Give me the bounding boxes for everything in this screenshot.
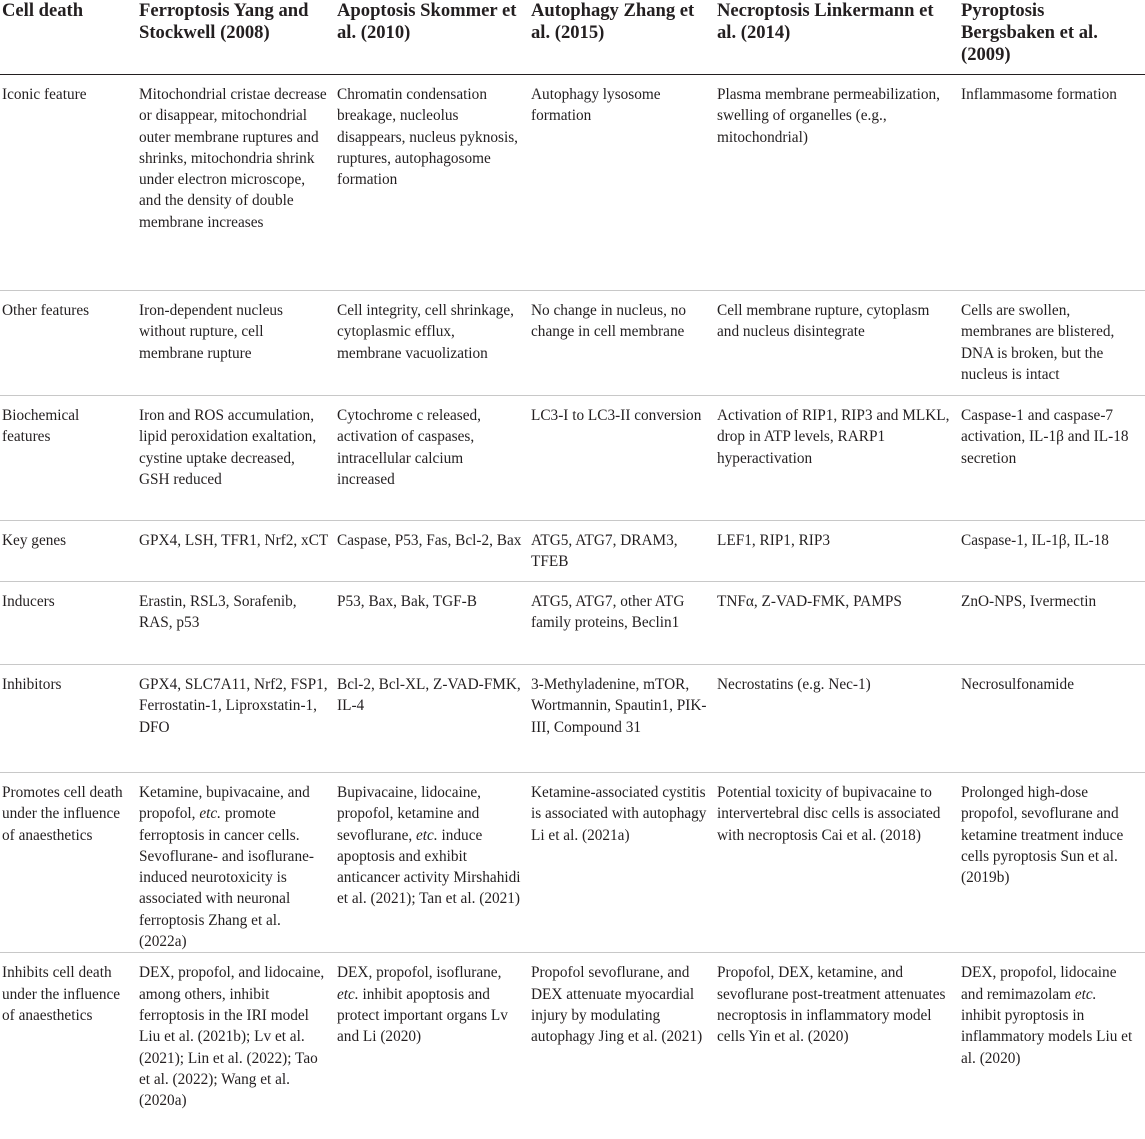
cell-pyroptosis: [959, 953, 1145, 1113]
cell-text: DEX, propofol, isoflurane,: [337, 964, 502, 982]
cell-autophagy: No change in nucleus, no change in cell membrane: [529, 291, 715, 396]
cell-ferroptosis: Mitochondrial cristae decrease or disappear, mitochondrial outer membrane ruptures and shrinks, mitochondria shrink under electron microscope, and the density of double membrane increases: [137, 75, 335, 291]
cell-text: promote ferroptosis in cancer cells. Sevoflurane- and isoflurane-induced neurotoxicity is associated with neuronal ferroptosis Zhang et al. (2022a): [139, 805, 314, 951]
cell-ferroptosis: GPX4, LSH, TFR1, Nrf2, xCT: [137, 521, 335, 582]
cell-necroptosis: LEF1, RIP1, RIP3: [715, 521, 959, 582]
header-ferroptosis: Ferroptosis Yang and Stockwell (2008): [137, 0, 335, 75]
cell-apoptosis: Cytochrome c released, activation of caspases, intracellular calcium increased: [335, 396, 529, 521]
cell-pyroptosis: Necrosulfonamide: [959, 665, 1145, 773]
italic-text: etc.: [337, 985, 359, 1003]
cell-ferroptosis: GPX4, SLC7A11, Nrf2, FSP1, Ferrostatin-1, Liproxstatin-1, DFO: [137, 665, 335, 773]
header-apoptosis: Apoptosis Skommer et al. (2010): [335, 0, 529, 75]
table-row: [0, 582, 1145, 665]
cell-necroptosis: Potential toxicity of bupivacaine to intervertebral disc cells is associated with necroptosis Cai et al. (2018): [715, 773, 959, 953]
cell-autophagy: ATG5, ATG7, DRAM3, TFEB: [529, 521, 715, 582]
cell-pyroptosis: ZnO-NPS, Ivermectin: [959, 582, 1145, 665]
cell-necroptosis: TNFα, Z-VAD-FMK, PAMPS: [715, 582, 959, 665]
header-pyroptosis: Pyroptosis Bergsbaken et al. (2009): [959, 0, 1145, 75]
row-label: Inhibits cell death under the influence of anaesthetics: [2, 964, 121, 1024]
cell-autophagy: ATG5, ATG7, other ATG family proteins, Beclin1: [529, 582, 715, 665]
cell-text: inhibit apoptosis and protect important organs Lv and Li (2020): [337, 985, 508, 1046]
cell-pyroptosis: Cells are swollen, membranes are blistered, DNA is broken, but the nucleus is intact: [959, 291, 1145, 396]
table-row: [0, 396, 1145, 521]
row-label: Other features: [0, 291, 137, 396]
table-row: [0, 291, 1145, 396]
cell-pyroptosis: Caspase-1, IL-1β, IL-18: [959, 521, 1145, 582]
cell-necroptosis: Plasma membrane permeabilization, swelling of organelles (e.g., mitochondrial): [715, 75, 959, 291]
cell-autophagy: 3-Methyladenine, mTOR, Wortmannin, Spautin1, PIK-III, Compound 31: [529, 665, 715, 773]
cell-apoptosis: [335, 773, 529, 953]
row-label: Key genes: [0, 521, 137, 582]
cell-apoptosis: Chromatin condensation breakage, nucleolus disappears, nucleus pyknosis, ruptures, autophagosome formation: [335, 75, 529, 291]
header-autophagy: Autophagy Zhang et al. (2015): [529, 0, 715, 75]
cell-ferroptosis: [137, 773, 335, 953]
cell-autophagy: Ketamine-associated cystitis is associated with autophagy Li et al. (2021a): [529, 773, 715, 953]
cell-necroptosis: Necrostatins (e.g. Nec-1): [715, 665, 959, 773]
cell-text: inhibit pyroptosis in inflammatory models Liu et al. (2020): [961, 1006, 1133, 1067]
table-row: [0, 75, 1145, 291]
cell-autophagy: Propofol sevoflurane, and DEX attenuate myocardial injury by modulating autophagy Jing et al. (2021): [531, 964, 703, 1046]
cell-autophagy: LC3-I to LC3-II conversion: [529, 396, 715, 521]
cell-pyroptosis: Caspase-1 and caspase-7 activation, IL-1β and IL-18 secretion: [959, 396, 1145, 521]
italic-text: etc.: [1074, 985, 1097, 1003]
row-label: Inducers: [0, 582, 137, 665]
header-cell-death: Cell death: [0, 0, 137, 75]
table-row: [0, 665, 1145, 773]
cell-text: DEX, propofol, lidocaine and remimazolam: [961, 964, 1117, 1003]
cell-ferroptosis: DEX, propofol, and lidocaine, among others, inhibit ferroptosis in the IRI model Liu et al. (2021b); Lv et al. (2021); Lin et al. (2022); Tao et al. (2022); Wang et al. (2020a): [139, 964, 325, 1110]
table-row: [0, 773, 1145, 953]
header-row: [0, 0, 1145, 75]
cell-apoptosis: Bcl-2, Bcl-XL, Z-VAD-FMK, IL-4: [335, 665, 529, 773]
cell-apoptosis: Caspase, P53, Fas, Bcl-2, Bax: [335, 521, 529, 582]
cell-pyroptosis: Inflammasome formation: [959, 75, 1145, 291]
table-row: [0, 953, 1145, 1113]
header-necroptosis: Necroptosis Linkermann et al. (2014): [715, 0, 959, 75]
cell-necroptosis: Activation of RIP1, RIP3 and MLKL, drop in ATP levels, RARP1 hyperactivation: [715, 396, 959, 521]
table-row: [0, 521, 1145, 582]
row-label: Biochemical features: [0, 396, 137, 521]
cell-apoptosis: Cell integrity, cell shrinkage, cytoplasmic efflux, membrane vacuolization: [335, 291, 529, 396]
cell-text: Ketamine, bupivacaine, and propofol,: [139, 784, 310, 823]
row-label: Iconic feature: [0, 75, 137, 291]
italic-text: etc.: [199, 805, 221, 823]
cell-text: Bupivacaine, lidocaine, propofol, ketamine and sevoflurane,: [337, 784, 481, 844]
cell-necroptosis: Cell membrane rupture, cytoplasm and nucleus disintegrate: [715, 291, 959, 396]
cell-apoptosis: P53, Bax, Bak, TGF-B: [335, 582, 529, 665]
cell-apoptosis: [335, 953, 529, 1113]
cell-ferroptosis: Erastin, RSL3, Sorafenib, RAS, p53: [137, 582, 335, 665]
cell-ferroptosis: Iron and ROS accumulation, lipid peroxidation exaltation, cystine uptake decreased, GSH reduced: [137, 396, 335, 521]
italic-text: etc.: [416, 826, 438, 844]
cell-ferroptosis: Iron-dependent nucleus without rupture, cell membrane rupture: [137, 291, 335, 396]
cell-necroptosis: Propofol, DEX, ketamine, and sevoflurane post-treatment attenuates necroptosis in inflammatory model cells Yin et al. (2020): [717, 964, 946, 1046]
cell-pyroptosis: Prolonged high-dose propofol, sevoflurane and ketamine treatment induce cells pyroptosis Sun et al. (2019b): [959, 773, 1145, 953]
cell-autophagy: Autophagy lysosome formation: [529, 75, 715, 291]
cell-text: induce apoptosis and exhibit anticancer activity Mirshahidi et al. (2021); Tan et al. (2021): [337, 826, 521, 908]
row-label: Inhibitors: [0, 665, 137, 773]
row-label: Promotes cell death under the influence of anaesthetics: [0, 773, 137, 953]
